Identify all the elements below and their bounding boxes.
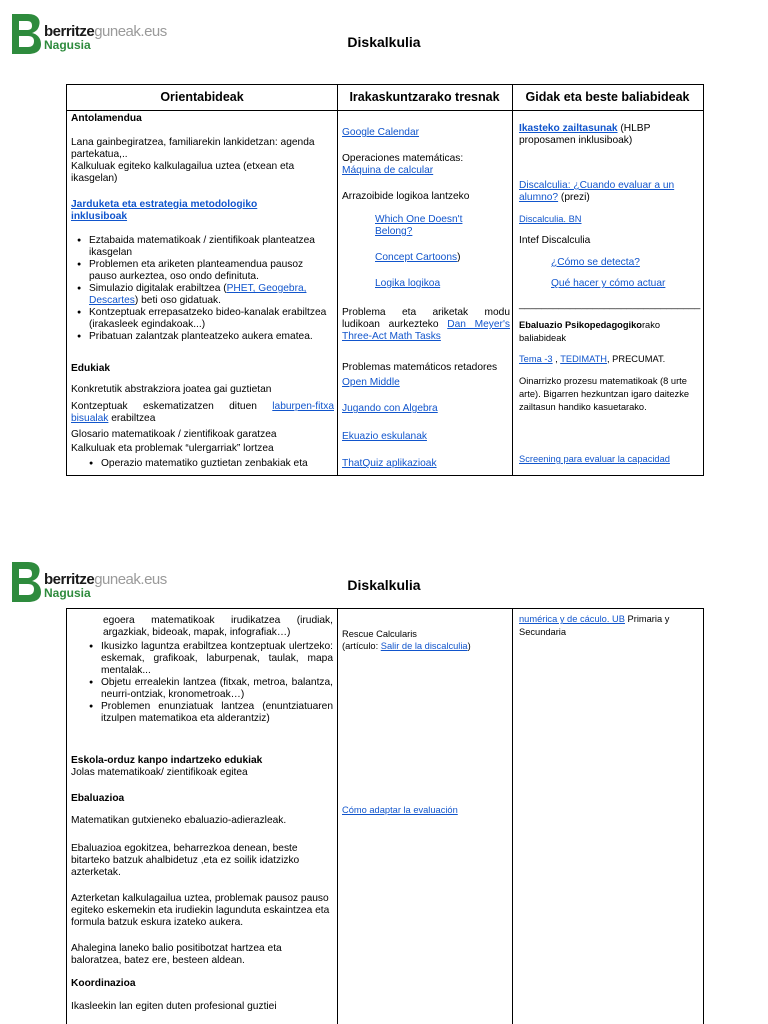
link-google-calendar[interactable]: Google Calendar: [342, 127, 420, 138]
list-item: ● Problemen enunziatuak lantzea (enuntziatuaren itzulpen matematikoa eta alderantziz): [83, 701, 333, 725]
guidance-table-continued: [66, 608, 704, 1024]
column-gidak: [513, 609, 703, 1024]
page-1: [0, 0, 768, 510]
link-thatquiz[interactable]: ThatQuiz aplikazioak: [342, 458, 437, 469]
link-tedimath[interactable]: TEDIMATH: [560, 354, 608, 364]
text-arrazoibide: Arrazoibide logikoa lantzeko: [342, 191, 470, 202]
link-discalculia-cuando[interactable]: Discalculia: ¿Cuando evaluar a un alumno?: [519, 180, 675, 203]
logo-subtext: Nagusia: [44, 586, 91, 600]
text-kontzeptuak: Kontzeptuak eskematizatzen dituen laburpen-fitxa bisualak erabiltzea: [71, 401, 334, 424]
list-item: ● Pribatuan zalantzak planteatzeko aukera ematea.: [71, 331, 333, 343]
link-discalculia-bn[interactable]: Discalculia. BN: [519, 214, 582, 224]
text-egoera: egoera matematikoak irudikatzea (irudiak, argazkiak, bideoak, mapak, infografiak…): [103, 615, 333, 638]
text-oinarrizko: Oinarrizko prozesu matematikoak (8 urte arte). Bigarren hezkuntzan igaro daitezke zailtasun handiko kasuetarako.: [519, 376, 690, 412]
link-como-adaptar[interactable]: Cómo adaptar la evaluación: [342, 805, 458, 815]
link-tema-3[interactable]: Tema -3: [519, 354, 553, 364]
section-eskola-orduz: Eskola-orduz kanpo indartzeko edukiak: [71, 755, 263, 766]
header-orientabideak: Orientabideak: [67, 85, 337, 111]
link-como-se-detecta[interactable]: ¿Cómo se detecta?: [551, 257, 640, 268]
header-gidak: Gidak eta beste baliabideak: [512, 85, 703, 111]
logo-text: berritzeguneak.eus: [44, 23, 167, 40]
text-eb2: Ebaluazioa egokitzea, beharrezkoa denean, beste bitarteko batzuk ahalbidetuz ,eta ez soilik idatzizko azterketak.: [71, 843, 300, 878]
link-salir-de-la-discalculia[interactable]: Salir de la discalculia: [380, 641, 468, 651]
logo-subtext: Nagusia: [44, 38, 91, 52]
column-tresnak: [338, 85, 512, 475]
column-gidak: [513, 85, 703, 475]
link-phet-geogebra-descartes[interactable]: PHET, Geogebra, Descartes: [89, 283, 307, 306]
list-item: ● Kontzeptuak errepasatzeko bideo-kanalak erabiltzea (irakasleek egindakoak...): [71, 307, 333, 331]
link-laburpen-fitxa[interactable]: laburpen-fitxa bisualak: [71, 401, 334, 424]
section-ebaluazioa: Ebaluazioa: [71, 793, 125, 804]
text-kalkuluak-problemak: Kalkuluak eta problemak “ulergarriak” lortzea: [71, 443, 274, 454]
link-que-hacer[interactable]: Qué hacer y cómo actuar: [551, 278, 666, 289]
text-eb3: Azterketan kalkulagailua uztea, problemak pausoz pauso egiteko eskemekin eta irudiekin lagunduta eskaintzea eta formula batzuk eskura izateko aukera.: [71, 893, 330, 928]
text-ikasteko: Ikasteko zailtasunak (HLBP proposamen inklusiboak): [519, 123, 651, 146]
text-glosario: Glosario matematikoak / zientifikoak garatzea: [71, 429, 277, 440]
text-operaciones: Operaciones matemáticas:: [342, 153, 464, 164]
bullet-list-1: [71, 235, 333, 343]
link-open-middle[interactable]: Open Middle: [342, 377, 400, 388]
section-antolamendua: Antolamendua: [71, 113, 142, 124]
bullet-list-3: [83, 641, 333, 725]
list-item: ● Problemen eta ariketen planteamendua pausoz pauso aurkeztea, oso ondo definituta.: [71, 259, 333, 283]
text-jolas: Jolas matematikoak/ zientifikoak egitea: [71, 767, 248, 778]
text-numerica: numérica y de cáculo. UB Primaria y Secundaria: [519, 614, 670, 637]
list-item: ● Operazio matematiko guztietan zenbakiak eta: [83, 458, 335, 470]
text-eb1: Matematikan gutxieneko ebaluazio-adierazleak.: [71, 815, 287, 826]
text-problemas: Problemas matemáticos retadores: [342, 362, 498, 373]
column-tresnak: [338, 609, 512, 1024]
text-articulo: (artículo: Salir de la discalculia): [342, 641, 471, 651]
link-concept-cartoons[interactable]: Concept Cartoons: [375, 252, 458, 263]
section-edukiak: Edukiak: [71, 363, 111, 374]
list-item: ● Objetu errealekin lantzea (fitxak, metroa, balantza, neurri-ontziak, kronometroak…): [83, 677, 333, 701]
link-jugando-con-algebra[interactable]: Jugando con Algebra: [342, 403, 438, 414]
page-title: Diskalkulia: [347, 34, 421, 50]
text-konkretutik: Konkretutik abstrakziora joatea gai guztietan: [71, 384, 272, 395]
bullet-list-2: [83, 458, 335, 470]
link-which-one[interactable]: Which One Doesn't Belong?: [375, 214, 463, 237]
text-intef: Intef Discalculia: [519, 235, 591, 246]
text-discalculia-cuando: Discalculia: ¿Cuando evaluar a un alumno? (prezi): [519, 180, 675, 203]
text-kalkuluak: Kalkuluak egiteko kalkulagailua uztea (etxean eta ikasgelan): [71, 161, 295, 184]
link-screening[interactable]: Screening para evaluar la capacidad: [519, 454, 670, 464]
column-orientabideak: [67, 85, 337, 475]
text-ebaluazio-psikopedagogiko: Ebaluazio Psikopedagogikorako baliabideak: [519, 320, 661, 343]
column-orientabideak: [67, 609, 337, 1024]
section-koordinazioa: Koordinazioa: [71, 978, 136, 989]
text-rescue-calcularis: Rescue Calcularis: [342, 629, 417, 639]
text-problema-ariketak: Problema eta ariketak modu ludikoan aurkezteko Dan Meyer's Three-Act Math Tasks: [342, 307, 510, 342]
list-item: ● Ikusizko laguntza erabiltzea kontzeptuak ulertzeko: eskemak, grafikoak, laburpenak, taulak, mapa mentalak...: [83, 641, 333, 677]
link-ikasteko-zailtasunak[interactable]: Ikasteko zailtasunak: [519, 123, 618, 134]
text-concept-cartoons: Concept Cartoons): [375, 252, 461, 263]
link-dan-meyer[interactable]: Dan Meyer's Three-Act Math Tasks: [342, 319, 510, 342]
link-jarduketa[interactable]: Jarduketa eta estrategia metodologiko inklusiboak: [71, 199, 258, 222]
list-item: ● Simulazio digitalak erabiltzea (PHET, Geogebra, Descartes) beti oso gidatuak.: [71, 283, 333, 307]
list-item: ● Eztabaida matematikoak / zientifikoak planteatzea ikasgelan: [71, 235, 333, 259]
page-title: Diskalkulia: [347, 577, 421, 593]
page-2: [0, 548, 768, 1024]
guidance-table: [66, 84, 704, 476]
text-lana: Lana gainbegiratzea, familiarekin lankidetzan: agenda partekatua,..: [71, 137, 315, 160]
text-eb4: Ahalegina laneko balio positibotzat hartzea eta baloratzea, batez ere, besteen aldean.: [71, 943, 282, 966]
link-logika[interactable]: Logika logikoa: [375, 278, 441, 289]
text-tema-tedimath: Tema -3 , TEDIMATH, PRECUMAT.: [519, 354, 666, 364]
header-irakaskuntzarako-tresnak: Irakaskuntzarako tresnak: [337, 85, 512, 111]
logo-text: berritzeguneak.eus: [44, 571, 167, 588]
link-maquina-de-calcular[interactable]: Máquina de calcular: [342, 165, 434, 176]
separator-line: ________________________________: [519, 299, 701, 310]
link-ekuazio-eskulanak[interactable]: Ekuazio eskulanak: [342, 431, 427, 442]
link-numerica-ub[interactable]: numérica y de cáculo. UB: [519, 614, 625, 624]
text-k1: Ikasleekin lan egiten duten profesional guztiei: [71, 1001, 277, 1012]
